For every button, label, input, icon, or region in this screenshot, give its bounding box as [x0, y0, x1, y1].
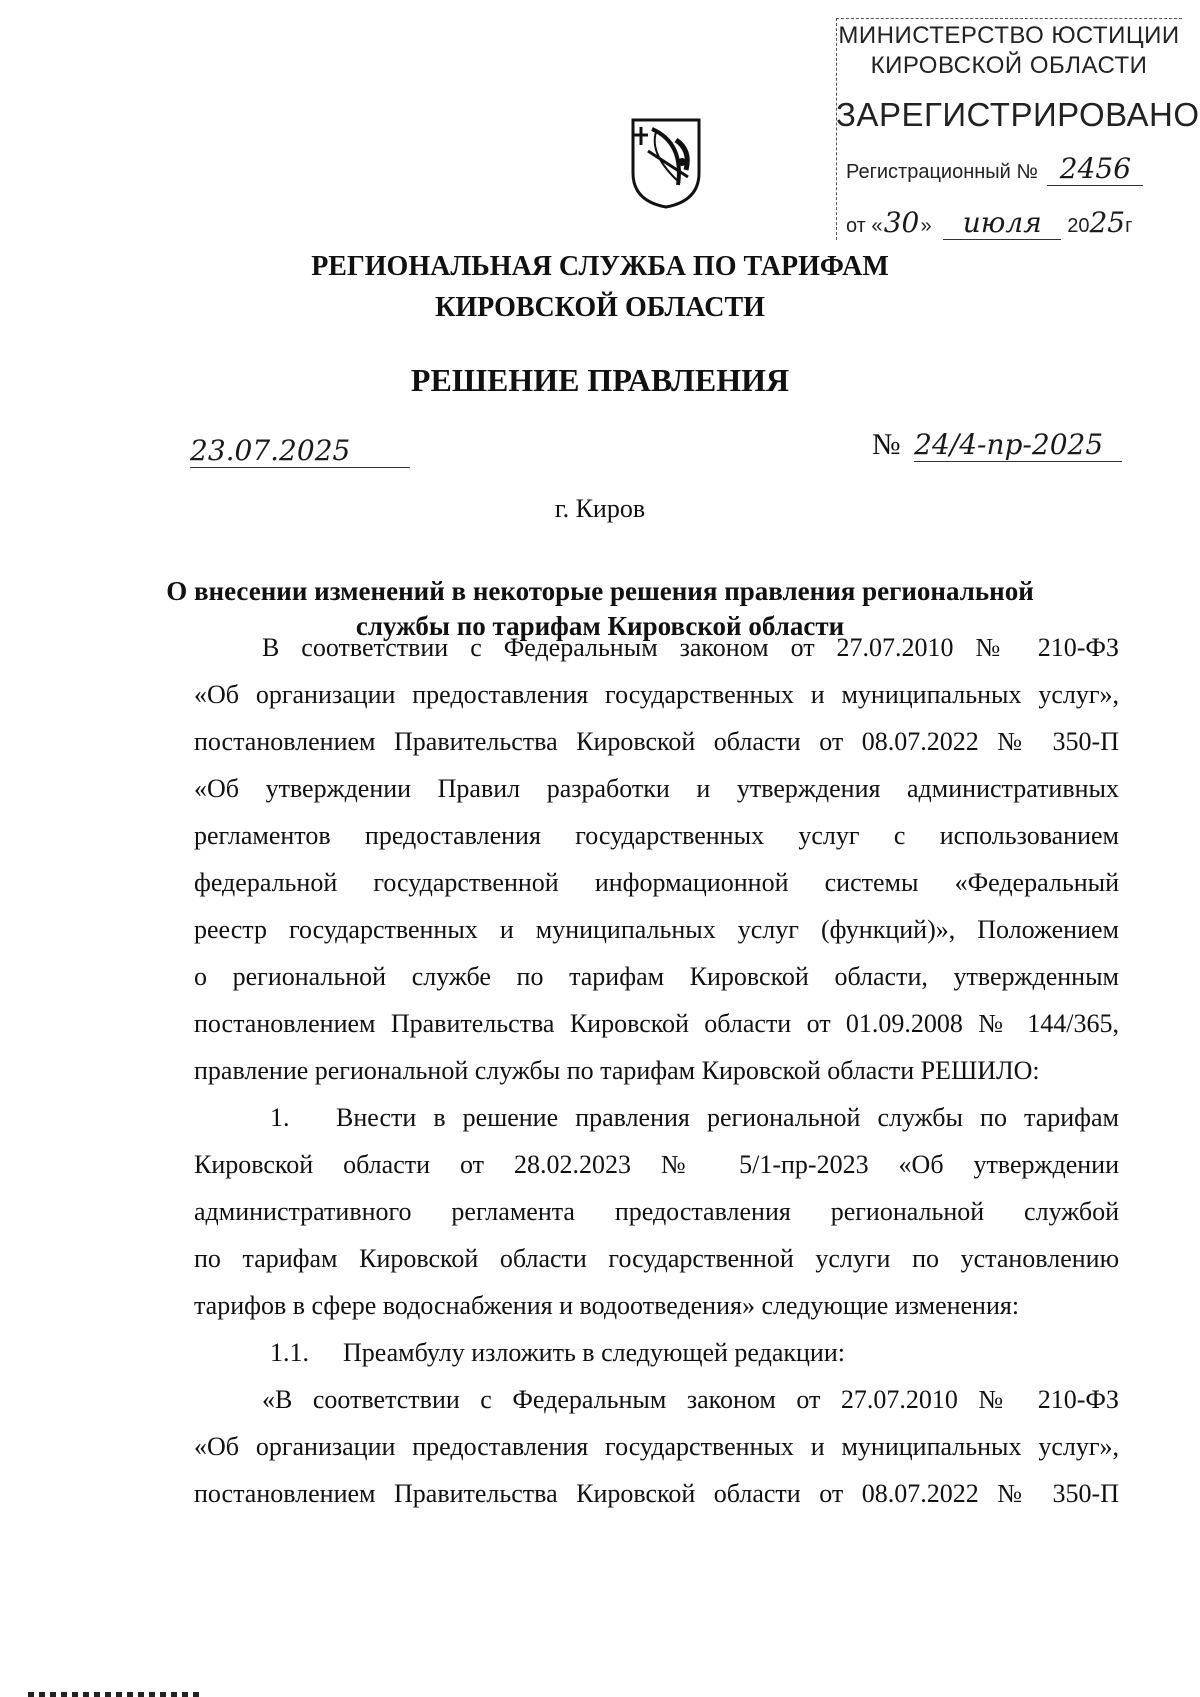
item-1-text: Внести в решение правления региональной службы по тарифам — [336, 1103, 1119, 1132]
coat-of-arms-icon — [628, 115, 704, 211]
preamble-line: В соответствии с Федеральным законом от 27.07.2010 № 210-ФЗ — [262, 633, 1119, 662]
stamp-top-border — [836, 18, 1182, 19]
stamp-date-close-quote: » — [920, 215, 932, 237]
preamble-line: правление региональной службы по тарифам Кировской области РЕШИЛО: — [194, 1056, 1040, 1085]
decision-number — [872, 428, 1122, 462]
stamp-region: КИРОВСКОЙ ОБЛАСТИ — [870, 52, 1148, 79]
stamp-date-row — [846, 206, 1132, 240]
stamp-date-prefix: от — [846, 215, 866, 237]
item-1-line: тарифов в сфере водоснабжения и водоотведения» следующие изменения: — [194, 1291, 1020, 1320]
preamble-line: федеральной государственной информационной системы «Федеральный — [194, 868, 1119, 897]
stamp-registration-label: Регистрационный № — [846, 161, 1038, 183]
stamp-registration-row — [846, 152, 1143, 186]
stamp-ministry: МИНИСТЕРСТВО ЮСТИЦИИ — [838, 22, 1180, 49]
city: г. Киров — [554, 494, 646, 523]
item-1-1-number: 1.1. — [270, 1338, 309, 1367]
preamble-line: «Об организации предоставления государственных и муниципальных услуг», — [194, 680, 1119, 709]
decision-date: 23.07.2025 — [190, 434, 410, 468]
item-1-line: Кировской области от 28.02.2023 № 5/1-пр-2023 «Об утверждении — [194, 1150, 1119, 1179]
stamp-status: ЗАРЕГИСТРИРОВАНО — [836, 96, 1200, 133]
preamble-line: регламентов предоставления государственных услуг с использованием — [194, 821, 1119, 850]
preamble-line: о региональной службе по тарифам Кировской области, утвержденным — [194, 962, 1119, 991]
stamp-date-open-quote: « — [871, 215, 883, 237]
item-1-line — [270, 1102, 1119, 1134]
org-title-line2: КИРОВСКОЙ ОБЛАСТИ — [435, 292, 765, 323]
item-1-1-line — [270, 1337, 1119, 1369]
stamp-date-year-prefix: 20 — [1067, 215, 1090, 237]
stamp-date-year-suffix: 25 — [1089, 206, 1126, 239]
stamp-registration-number: 2456 — [1047, 152, 1143, 186]
preamble-line: реестр государственных и муниципальных услуг (функций)», Положением — [194, 915, 1119, 944]
preamble-line: «Об утверждении Правил разработки и утверждения административных — [194, 774, 1119, 803]
scan-mark — [28, 1692, 200, 1697]
decision-number-value: 24/4-пр-2025 — [914, 428, 1122, 462]
quoted-preamble-line: «В соответствии с Федеральным законом от 27.07.2010 № 210-ФЗ — [262, 1385, 1119, 1414]
item-1-1-text: Преамбулу изложить в следующей редакции: — [343, 1338, 845, 1367]
preamble-line: постановлением Правительства Кировской области от 01.09.2008 № 144/365, — [194, 1009, 1119, 1038]
stamp-date-day: 30 — [883, 206, 920, 239]
registration-stamp — [836, 18, 1200, 240]
decision-title: РЕШЕНИЕ ПРАВЛЕНИЯ — [410, 362, 790, 398]
subject-line2: службы по тарифам Кировской области — [355, 611, 845, 641]
number-sign: № — [872, 428, 901, 461]
quoted-preamble-line: «Об организации предоставления государственных и муниципальных услуг», — [194, 1432, 1119, 1461]
item-1-line: административного регламента предоставления региональной службой — [194, 1197, 1119, 1226]
stamp-date-month: июля — [943, 206, 1061, 240]
quoted-preamble-line: постановлением Правительства Кировской области от 08.07.2022 № 350-П — [194, 1479, 1119, 1508]
subject-line1: О внесении изменений в некоторые решения правления региональной — [166, 576, 1034, 606]
stamp-date-suffix: г — [1125, 215, 1133, 237]
item-1-number: 1. — [270, 1103, 290, 1132]
preamble-line: постановлением Правительства Кировской области от 08.07.2022 № 350-П — [194, 727, 1119, 756]
item-1-line: по тарифам Кировской области государственной услуги по установлению — [194, 1244, 1119, 1273]
org-title-line1: РЕГИОНАЛЬНАЯ СЛУЖБА ПО ТАРИФАМ — [311, 251, 889, 282]
